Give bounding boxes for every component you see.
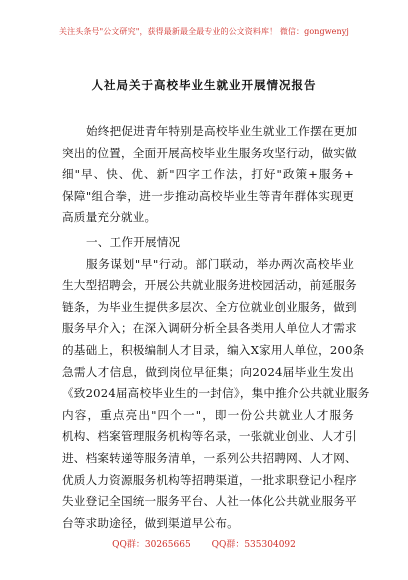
body-line: 优质人力资源服务机构等招聘渠道，一批求职登记小程序 xyxy=(62,472,357,487)
body-line: 进、档案转递等服务清单，一系列公共招聘网、人才网、 xyxy=(62,450,357,465)
body-line: 生大型招聘会，开展公共就业服务进校园活动，前延服务 xyxy=(62,278,357,293)
body-line: 高质量充分就业。 xyxy=(62,210,157,225)
body-line: 台等求助途径，做到渠道早公布。 xyxy=(62,515,239,530)
body-line: 的基础上，积极编制人才目录，编入X家用人单位，200条 xyxy=(62,342,365,357)
body-line: 失业登记全国统一服务平台、人社一体化公共就业服务平 xyxy=(62,494,357,509)
footer-qq-group-1: QQ群：30265665 xyxy=(112,540,191,550)
body-line: 链条，为毕业生提供多层次、全方位就业创业服务，做到 xyxy=(62,299,357,314)
body-line: 内容，重点亮出"四个一"，即一份公共就业人才服务 xyxy=(62,407,354,422)
document-title: 人社局关于高校毕业生就业开展情况报告 xyxy=(91,78,317,92)
header-notice: 关注头条号"公文研究"，获得最新最全最专业的公文资料库！ 微信：gongwenyj xyxy=(59,27,349,36)
footer-qq-group-2: QQ群：535304092 xyxy=(211,540,296,550)
body-line: 服务早介入；在深入调研分析全县各类用人单位人才需求 xyxy=(62,321,357,336)
body-line: 突出的位置，全面开展高校毕业生服务攻坚行动，做实做 xyxy=(62,145,357,160)
body-line: 《致2024届高校毕业生的一封信》，集中推介公共就业服务 xyxy=(62,386,370,401)
body-line: 急需人才信息，做到岗位早征集；向2024届毕业生发出 xyxy=(62,364,354,379)
section-heading: 一、工作开展情况 xyxy=(86,234,181,249)
body-line: 保障"组合拳，进一步推动高校毕业生等青年群体实现更 xyxy=(62,188,354,203)
body-line: 服务谋划"早"行动。部门联动，举办两次高校毕业 xyxy=(86,256,354,271)
footer-contact xyxy=(0,537,408,550)
document-body xyxy=(62,121,370,534)
body-line: 细"早、快、优、新"四字工作法，打好"政策+服务+ xyxy=(62,167,354,182)
body-line: 机构、档案管理服务机构等名录，一张就业创业、人才引 xyxy=(62,429,357,444)
body-line: 始终把促进青年特别是高校毕业生就业工作摆在更加 xyxy=(86,124,358,138)
